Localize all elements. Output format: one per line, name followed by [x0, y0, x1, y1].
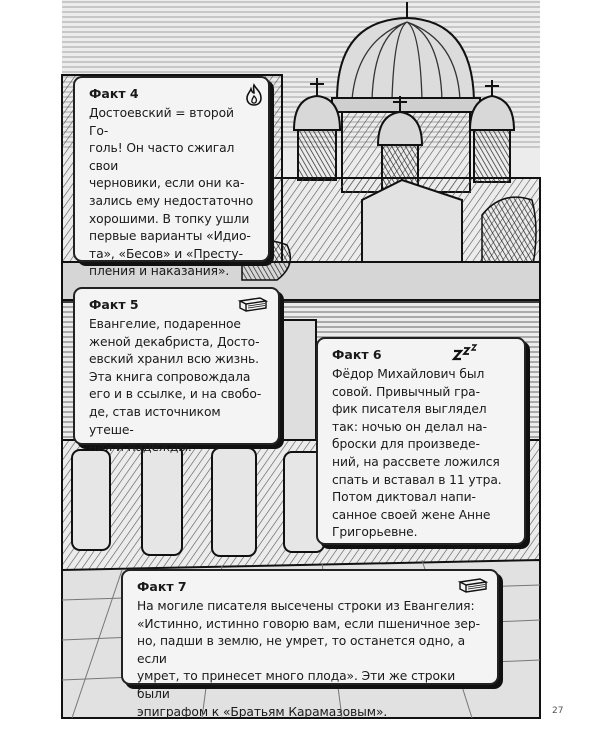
fact-6-line: броски для произведе-: [332, 437, 480, 452]
fact-6-line: фик писателя выглядел: [332, 402, 487, 417]
fact-4-line: хорошими. В топку ушли: [89, 211, 250, 226]
fact-5-line: евский хранил всю жизнь.: [89, 352, 259, 367]
fact-6-line: санное своей жене Анне: [332, 507, 491, 522]
fact-7-line: эпиграфом к «Братьям Карамазовым».: [137, 704, 388, 719]
fact-7-text: [137, 598, 485, 721]
fact-4-line: голь! Он часто сжигал свои: [89, 141, 235, 173]
fact-5-line: ния и надежды.: [89, 440, 192, 455]
illustrated-page: [62, 0, 564, 719]
page-number: 27: [552, 706, 564, 716]
fact-4-line: та», «Бесов» и «Престу-: [89, 246, 243, 261]
fact-4-line: зались ему недостаточно: [89, 193, 254, 208]
fact-7-card: [121, 569, 499, 719]
fact-6-title: Факт 6: [332, 347, 382, 362]
fact-4-line: первые варианты «Идио-: [89, 229, 251, 244]
fact-4-title: Факт 4: [89, 86, 139, 101]
fact-6-card: [316, 337, 526, 545]
fact-6-line: совой. Привычный гра-: [332, 384, 480, 399]
fire-icon: [245, 84, 263, 106]
fact-5-line: Эта книга сопровождала: [89, 369, 251, 384]
fact-5-card: [73, 287, 280, 455]
fact-5-line: его и в ссылке, и на свобо-: [89, 387, 262, 402]
fact-4-line: пления и наказания».: [89, 264, 230, 279]
fact-6-line: Григорьевне.: [332, 525, 418, 540]
fact-5-title: Факт 5: [89, 297, 139, 312]
fact-5-line: женой декабриста, Досто-: [89, 334, 260, 349]
fact-6-line: так: ночью он делал на-: [332, 419, 487, 434]
fact-7-line: но, падши в землю, не умрет, то останется одно, а если: [137, 634, 466, 666]
fact-4-line: черновики, если они ка-: [89, 176, 245, 191]
fact-5-line: де, став источником утеше-: [89, 404, 221, 437]
fact-6-line: Фёдор Михайлович был: [332, 367, 485, 381]
book-icon: [238, 296, 268, 312]
fact-7-line: «Истинно, истинно говорю вам, если пшеничное зер-: [137, 616, 480, 631]
fact-5-text: [89, 316, 266, 457]
fact-7-title: Факт 7: [137, 579, 187, 594]
fact-7-line: умрет, то принесет много плода». Эти же строки были: [137, 669, 456, 701]
fact-4-text: [89, 105, 256, 281]
fact-5-line: Евангелие, подаренное: [89, 317, 241, 331]
fact-6-line: спать и вставал в 11 утра.: [332, 472, 502, 487]
book-icon: [458, 577, 488, 593]
fact-4-line: Достоевский = второй Го-: [89, 106, 234, 138]
fact-4-card: [73, 76, 270, 279]
fact-6-text: [332, 366, 512, 542]
fact-7-line: На могиле писателя высечены строки из Евангелия:: [137, 599, 475, 613]
fact-6-line: ний, на рассвете ложился: [332, 454, 500, 469]
sleep-zzz-icon: [452, 344, 478, 360]
fact-6-line: Потом диктовал напи-: [332, 490, 476, 505]
